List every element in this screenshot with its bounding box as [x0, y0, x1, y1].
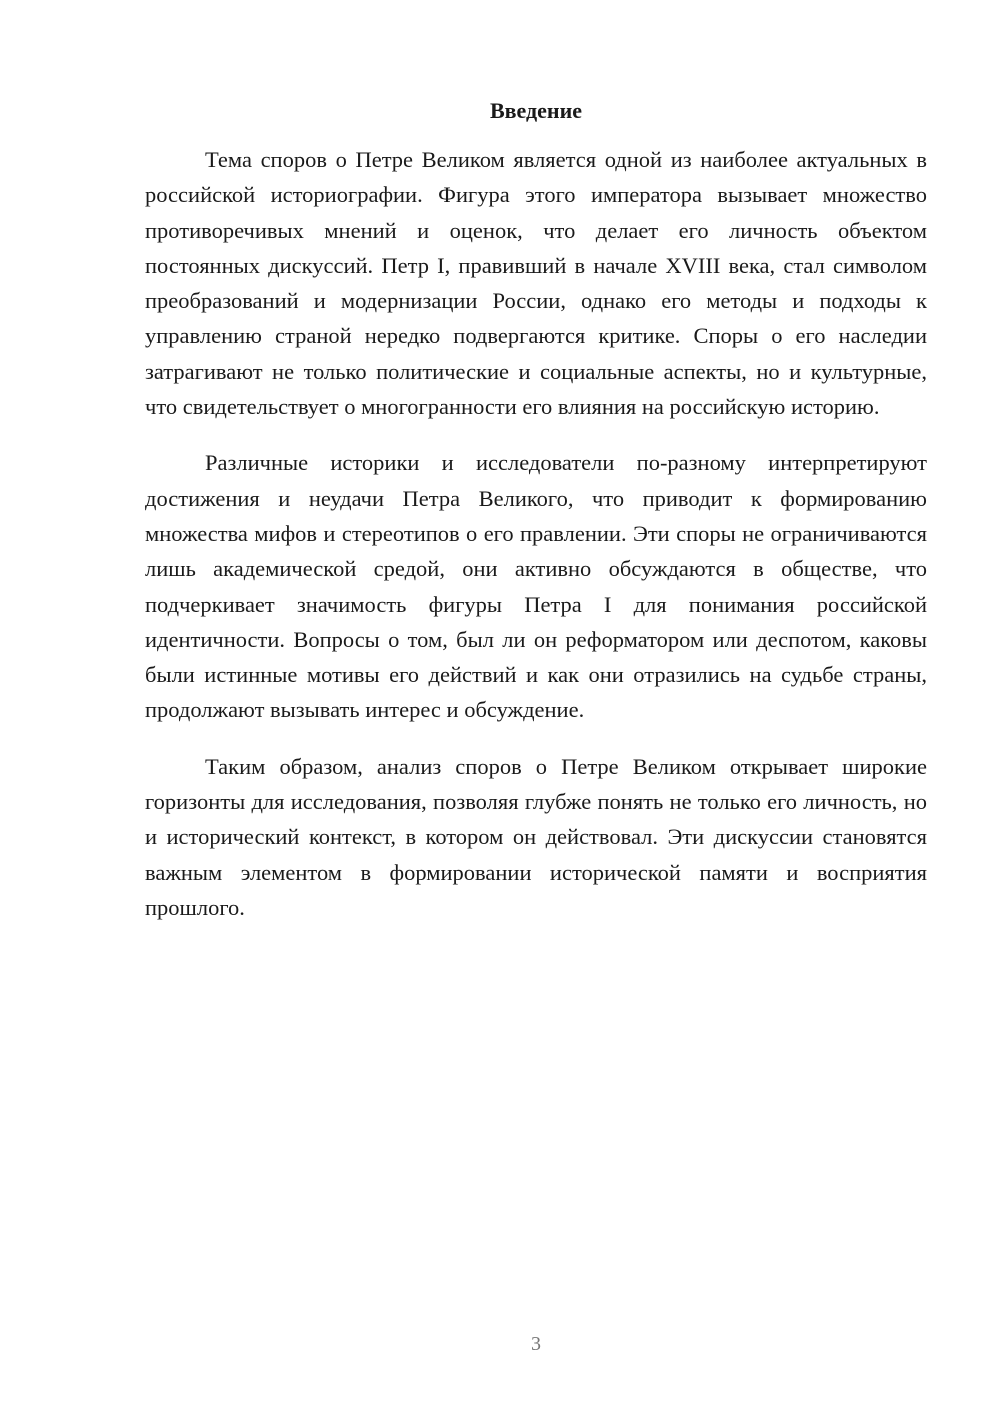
body-text	[145, 142, 927, 946]
section-heading: Введение	[489, 98, 583, 123]
paragraph-2: Различные историки и исследователи по-разному интерпретируют достижения и неудачи Петра Великого, что приводит к формированию множества мифов и стереотипов о его правлении. Эти споры не ограничиваются лишь академической средой, они активно обсуждаются в обществе, что подчеркивает значимость фигуры Петра I для понимания российской идентичности. Вопросы о том, был ли он реформатором или деспотом, каковы были истинные мотивы его действий и как они отразились на судьбе страны, продолжают вызывать интерес и обсуждение.	[145, 450, 927, 723]
paragraph-3: Таким образом, анализ споров о Петре Великом открывает широкие горизонты для исследования, позволяя глубже понять не только его личность, но и исторический контекст, в котором он действовал. Эти дискуссии становятся важным элементом в формировании исторической памяти и восприятия прошлого.	[145, 753, 927, 920]
page-number: 3	[531, 1333, 541, 1355]
paragraph-1: Тема споров о Петре Великом является одной из наиболее актуальных в российской историографии. Фигура этого императора вызывает множество противоречивых мнений и оценок, что делает его личность объектом постоянных дискуссий. Петр I, правивший в начале XVIII века, стал символом преобразований и модернизации России, однако его методы и подходы к управлению страной нередко подвергаются критике. Споры о его наследии затрагивают не только политические и социальные аспекты, но и культурные, что свидетельствует о многогранности его влияния на российскую историю.	[145, 147, 927, 420]
